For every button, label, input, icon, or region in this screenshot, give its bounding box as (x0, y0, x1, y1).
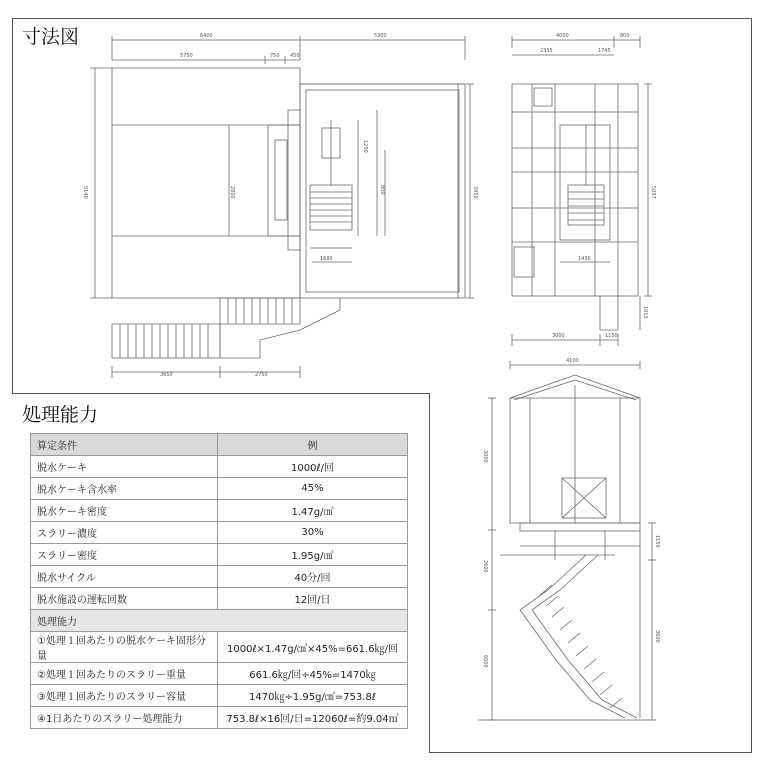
plan-dim-sub1: 5750 (180, 53, 193, 59)
side-dim-right-upper: 1150 (654, 535, 660, 548)
calc-label: ④1日あたりのスラリー処理能力 (31, 707, 218, 729)
calc-value: 1000ℓ×1.47g/㎤×45%=661.6㎏/回 (218, 632, 408, 663)
row-label: 脱水ケーキ (31, 456, 218, 478)
front-dim-inner: 1430 (578, 256, 591, 262)
plan-dim-bottom2: 2750 (255, 372, 268, 378)
calc-label: ③処理１回あたりのスラリー容量 (31, 685, 218, 707)
calc-label: ②処理１回あたりのスラリー重量 (31, 663, 218, 685)
plan-dim-top-right: 5300 (374, 33, 387, 39)
plan-dim-inner: 2800 (229, 186, 235, 199)
table-row (31, 707, 408, 729)
side-view-drawing (478, 361, 656, 720)
capacity-table (30, 433, 408, 729)
calc-value: 1470㎏÷1.95g/㎤=753.8ℓ (218, 685, 408, 707)
plan-dim-small1: 1200 (362, 140, 368, 153)
front-dim-sub1: 2335 (540, 48, 553, 54)
table-row (31, 685, 408, 707)
table-row (31, 500, 408, 522)
table-row (31, 544, 408, 566)
row-value: 12回/日 (218, 588, 408, 610)
calc-label: ①処理１回あたりの脱水ケーキ固形分量 (31, 632, 218, 663)
row-label: スラリー濃度 (31, 522, 218, 544)
dimensions-title: 寸法図 (22, 26, 80, 48)
row-value: 1.47g/㎤ (218, 500, 408, 522)
side-dim-top: 4100 (566, 358, 579, 364)
row-label: 脱水ケーキ含水率 (31, 478, 218, 500)
table-row (31, 478, 408, 500)
table-row (31, 588, 408, 610)
row-value: 45% (218, 478, 408, 500)
table-header-row (31, 434, 408, 456)
section-label: 処理能力 (31, 610, 408, 632)
table-row (31, 663, 408, 685)
side-dim-left-lower: 6000 (482, 655, 488, 668)
side-dim-left-mid: 2600 (482, 560, 488, 573)
row-label: 脱水施設の運転回数 (31, 588, 218, 610)
plan-dim-top-left: 6400 (200, 33, 213, 39)
calc-value: 753.8ℓ×16回/日=12060ℓ=約9.04㎥ (218, 707, 408, 729)
front-dim-bottom1: 3000 (552, 333, 565, 339)
row-value: 40分/回 (218, 566, 408, 588)
plan-dim-small2: 800 (379, 185, 385, 195)
row-label: スラリー密度 (31, 544, 218, 566)
row-value: 1000ℓ/回 (218, 456, 408, 478)
table-row (31, 632, 408, 663)
plan-dim-left: 5140 (82, 186, 88, 199)
side-dim-left-upper: 3000 (482, 450, 488, 463)
front-dim-top: 4000 (556, 33, 569, 39)
calc-value: 661.6㎏/回÷45%=1470㎏ (218, 663, 408, 685)
header-condition: 算定条件 (31, 434, 218, 456)
plan-dim-bottom1: 3650 (160, 372, 173, 378)
table-section-row (31, 610, 408, 632)
side-dim-right-lower: 3600 (654, 630, 660, 643)
row-label: 脱水ケーキ密度 (31, 500, 218, 522)
front-dim-sub2: 1745 (598, 48, 611, 54)
front-dim-right: 5097 (650, 186, 656, 199)
front-dim-top-right: 800 (620, 33, 630, 39)
row-value: 1.95g/㎤ (218, 544, 408, 566)
row-value: 30% (218, 522, 408, 544)
front-view-drawing (512, 36, 652, 346)
plan-dim-sub3: 450 (290, 53, 300, 59)
plan-dim-right: 3950 (472, 186, 478, 199)
plan-dim-sub2: 750 (270, 53, 280, 59)
table-row (31, 456, 408, 478)
plan-dim-inner-width: 1680 (320, 256, 333, 262)
front-dim-bottom2: 1150 (605, 333, 618, 339)
table-row (31, 522, 408, 544)
header-example: 例 (218, 434, 408, 456)
capacity-title: 処理能力 (22, 404, 99, 426)
front-dim-right-small: 1013 (642, 306, 648, 319)
plan-view-drawing (90, 36, 474, 378)
row-label: 脱水サイクル (31, 566, 218, 588)
table-row (31, 566, 408, 588)
